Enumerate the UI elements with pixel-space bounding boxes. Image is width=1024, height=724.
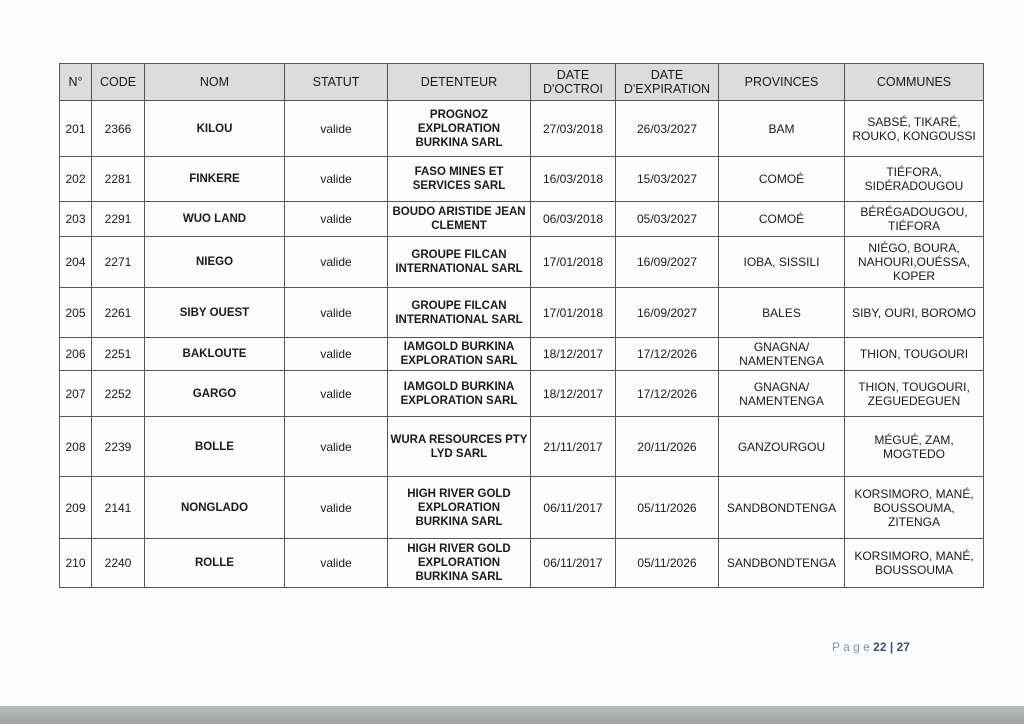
cell-nom: SIBY OUEST [145, 288, 285, 338]
cell-date-expiration: 05/11/2026 [616, 477, 719, 539]
cell-code: 2252 [92, 371, 145, 417]
cell-detenteur: WURA RESOURCES PTY LYD SARL [388, 417, 531, 477]
cell-date-expiration: 17/12/2026 [616, 338, 719, 371]
cell-code: 2281 [92, 157, 145, 202]
cell-date-octroi: 18/12/2017 [531, 338, 616, 371]
cell-code: 2366 [92, 101, 145, 157]
page-number: 22 | 27 [873, 640, 910, 654]
header-no: N° [60, 64, 92, 101]
header-date-octroi: DATE D'OCTROI [531, 64, 616, 101]
cell-no: 203 [60, 202, 92, 237]
cell-no: 206 [60, 338, 92, 371]
cell-date-octroi: 16/03/2018 [531, 157, 616, 202]
cell-communes: SIBY, OURI, BOROMO [845, 288, 984, 338]
cell-detenteur: HIGH RIVER GOLD EXPLORATION BURKINA SARL [388, 477, 531, 539]
cell-communes: THION, TOUGOURI [845, 338, 984, 371]
cell-detenteur: HIGH RIVER GOLD EXPLORATION BURKINA SARL [388, 539, 531, 588]
cell-code: 2141 [92, 477, 145, 539]
cell-detenteur: BOUDO ARISTIDE JEAN CLEMENT [388, 202, 531, 237]
cell-no: 201 [60, 101, 92, 157]
header-detenteur: DETENTEUR [388, 64, 531, 101]
table-row [60, 477, 984, 539]
cell-date-expiration: 05/03/2027 [616, 202, 719, 237]
cell-statut: valide [285, 417, 388, 477]
table-header-row [60, 64, 984, 101]
cell-provinces: BALES [719, 288, 845, 338]
cell-nom: KILOU [145, 101, 285, 157]
cell-code: 2239 [92, 417, 145, 477]
cell-provinces: GNAGNA/ NAMENTENGA [719, 338, 845, 371]
header-statut: STATUT [285, 64, 388, 101]
cell-date-octroi: 06/03/2018 [531, 202, 616, 237]
cell-nom: ROLLE [145, 539, 285, 588]
cell-no: 207 [60, 371, 92, 417]
cell-communes: NIÉGO, BOURA, NAHOURI,OUÉSSA, KOPER [845, 237, 984, 288]
cell-date-octroi: 18/12/2017 [531, 371, 616, 417]
table-row [60, 237, 984, 288]
cell-provinces: COMOÉ [719, 202, 845, 237]
cell-nom: NIEGO [145, 237, 285, 288]
header-provinces: PROVINCES [719, 64, 845, 101]
permits-table [59, 63, 984, 588]
header-date-expiration: DATE D'EXPIRATION [616, 64, 719, 101]
cell-provinces: GNAGNA/ NAMENTENGA [719, 371, 845, 417]
cell-communes: KORSIMORO, MANÉ, BOUSSOUMA [845, 539, 984, 588]
cell-nom: FINKERE [145, 157, 285, 202]
cell-date-expiration: 26/03/2027 [616, 101, 719, 157]
cell-date-octroi: 27/03/2018 [531, 101, 616, 157]
cell-provinces: IOBA, SISSILI [719, 237, 845, 288]
cell-nom: BAKLOUTE [145, 338, 285, 371]
table-row [60, 202, 984, 237]
cell-detenteur: PROGNOZ EXPLORATION BURKINA SARL [388, 101, 531, 157]
cell-date-octroi: 06/11/2017 [531, 539, 616, 588]
cell-code: 2261 [92, 288, 145, 338]
cell-date-octroi: 21/11/2017 [531, 417, 616, 477]
cell-date-expiration: 16/09/2027 [616, 237, 719, 288]
cell-code: 2251 [92, 338, 145, 371]
cell-detenteur: IAMGOLD BURKINA EXPLORATION SARL [388, 338, 531, 371]
cell-communes: KORSIMORO, MANÉ, BOUSSOUMA, ZITENGA [845, 477, 984, 539]
page-footer [832, 640, 910, 654]
cell-statut: valide [285, 371, 388, 417]
cell-no: 204 [60, 237, 92, 288]
cell-nom: NONGLADO [145, 477, 285, 539]
table-row [60, 288, 984, 338]
cell-detenteur: GROUPE FILCAN INTERNATIONAL SARL [388, 288, 531, 338]
cell-date-expiration: 17/12/2026 [616, 371, 719, 417]
cell-no: 208 [60, 417, 92, 477]
cell-date-expiration: 15/03/2027 [616, 157, 719, 202]
cell-no: 202 [60, 157, 92, 202]
table-row [60, 539, 984, 588]
cell-date-expiration: 05/11/2026 [616, 539, 719, 588]
table-row [60, 157, 984, 202]
cell-no: 210 [60, 539, 92, 588]
table-row [60, 338, 984, 371]
table-row [60, 101, 984, 157]
cell-statut: valide [285, 288, 388, 338]
cell-communes: THION, TOUGOURI, ZEGUEDEGUEN [845, 371, 984, 417]
cell-provinces: SANDBONDTENGA [719, 477, 845, 539]
cell-code: 2271 [92, 237, 145, 288]
cell-no: 209 [60, 477, 92, 539]
cell-provinces: BAM [719, 101, 845, 157]
table-row [60, 371, 984, 417]
cell-statut: valide [285, 539, 388, 588]
cell-date-octroi: 17/01/2018 [531, 237, 616, 288]
cell-code: 2291 [92, 202, 145, 237]
cell-provinces: COMOÉ [719, 157, 845, 202]
cell-nom: WUO LAND [145, 202, 285, 237]
cell-statut: valide [285, 157, 388, 202]
header-communes: COMMUNES [845, 64, 984, 101]
cell-communes: MÉGUÉ, ZAM, MOGTEDO [845, 417, 984, 477]
cell-provinces: GANZOURGOU [719, 417, 845, 477]
cell-provinces: SANDBONDTENGA [719, 539, 845, 588]
header-code: CODE [92, 64, 145, 101]
cell-statut: valide [285, 237, 388, 288]
cell-date-octroi: 17/01/2018 [531, 288, 616, 338]
cell-communes: SABSÉ, TIKARÉ, ROUKO, KONGOUSSI [845, 101, 984, 157]
cell-detenteur: GROUPE FILCAN INTERNATIONAL SARL [388, 237, 531, 288]
cell-statut: valide [285, 202, 388, 237]
cell-communes: TIÉFORA, SIDÉRADOUGOU [845, 157, 984, 202]
cell-date-expiration: 20/11/2026 [616, 417, 719, 477]
scan-edge [0, 706, 1024, 724]
cell-detenteur: IAMGOLD BURKINA EXPLORATION SARL [388, 371, 531, 417]
header-nom: NOM [145, 64, 285, 101]
cell-date-expiration: 16/09/2027 [616, 288, 719, 338]
cell-statut: valide [285, 338, 388, 371]
cell-no: 205 [60, 288, 92, 338]
table-row [60, 417, 984, 477]
cell-date-octroi: 06/11/2017 [531, 477, 616, 539]
cell-detenteur: FASO MINES ET SERVICES SARL [388, 157, 531, 202]
cell-nom: GARGO [145, 371, 285, 417]
cell-communes: BÉRÉGADOUGOU, TIÉFORA [845, 202, 984, 237]
cell-statut: valide [285, 101, 388, 157]
cell-code: 2240 [92, 539, 145, 588]
cell-statut: valide [285, 477, 388, 539]
cell-nom: BOLLE [145, 417, 285, 477]
page-label: P a g e [832, 640, 870, 654]
